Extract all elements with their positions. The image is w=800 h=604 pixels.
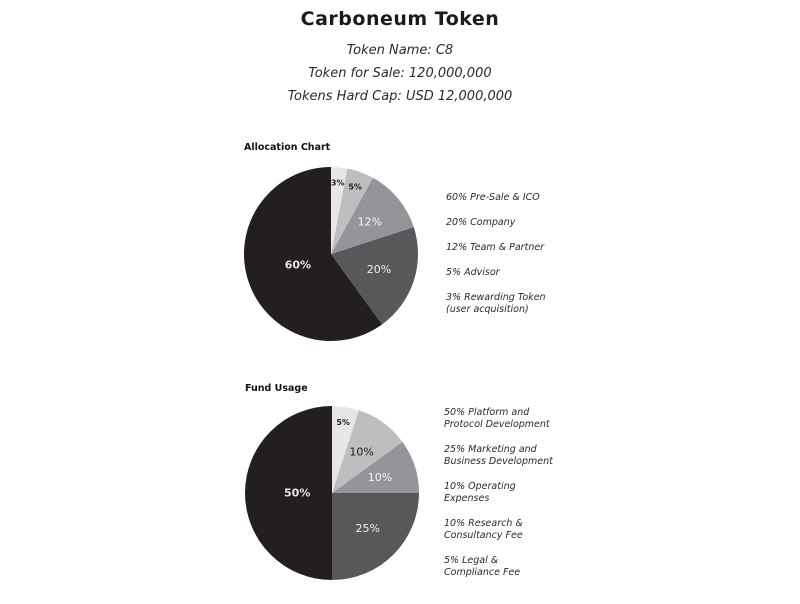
legend-entry-line: 5% Legal & <box>444 555 499 566</box>
pie-slice-label-3: 10% <box>349 445 374 459</box>
pie-slice-label-3: 5% <box>348 182 362 192</box>
hard-cap-line: Tokens Hard Cap: USD 12,000,000 <box>287 89 513 104</box>
legend-entry <box>444 407 550 431</box>
pie-slice-label-0: 60% <box>284 258 312 272</box>
allocation-chart-title: Allocation Chart <box>244 142 331 153</box>
legend-entry <box>446 242 544 254</box>
legend-entry-line: Consultancy Fee <box>444 530 523 541</box>
legend-entry <box>444 481 516 505</box>
legend-entry-line: 20% Company <box>446 217 516 228</box>
legend-entry-line: 60% Pre-Sale & ICO <box>446 192 540 203</box>
fund-usage-legend <box>444 407 644 587</box>
legend-entry <box>444 518 523 542</box>
pie-slice-label-1: 25% <box>355 522 380 536</box>
pie-slice-label-4: 3% <box>330 178 345 188</box>
legend-entry <box>446 292 546 316</box>
pie-slice-label-2: 10% <box>367 470 393 484</box>
legend-entry-line: Business Development <box>444 456 553 467</box>
legend-entry-line: Expenses <box>444 493 490 504</box>
pie-slice-label-0: 50% <box>284 486 311 500</box>
allocation-pie-chart <box>244 167 418 341</box>
token-sale-line: Token for Sale: 120,000,000 <box>308 66 492 81</box>
token-name-line: Token Name: C8 <box>346 43 454 58</box>
legend-entry <box>446 217 515 229</box>
fund-usage-pie-chart <box>245 406 419 580</box>
legend-entry-line: 10% Operating <box>444 481 516 492</box>
legend-entry-line: 12% Team & Partner <box>446 242 545 253</box>
pie-slice-1 <box>332 493 419 580</box>
legend-entry-line: 3% Rewarding Token <box>446 292 546 303</box>
legend-entry-line: Protocol Development <box>444 419 550 430</box>
legend-entry <box>444 444 553 468</box>
legend-entry-line: 25% Marketing and <box>444 444 537 455</box>
pie-slice-label-4: 5% <box>336 418 350 428</box>
legend-entry-line: 50% Platform and <box>444 407 530 418</box>
pie-slice-label-2: 12% <box>357 215 383 229</box>
legend-entry <box>444 555 520 579</box>
allocation-legend <box>446 192 646 332</box>
legend-entry <box>446 192 540 204</box>
legend-entry-line: 10% Research & <box>444 518 523 529</box>
fund-usage-title: Fund Usage <box>245 383 308 394</box>
legend-entry-line: Compliance Fee <box>444 567 521 578</box>
page-title: Carboneum Token <box>300 8 500 30</box>
legend-entry <box>446 267 500 279</box>
legend-entry-line: 5% Advisor <box>446 267 500 278</box>
pie-slice-label-1: 20% <box>366 263 392 277</box>
legend-entry-line: (user acquisition) <box>446 304 529 315</box>
